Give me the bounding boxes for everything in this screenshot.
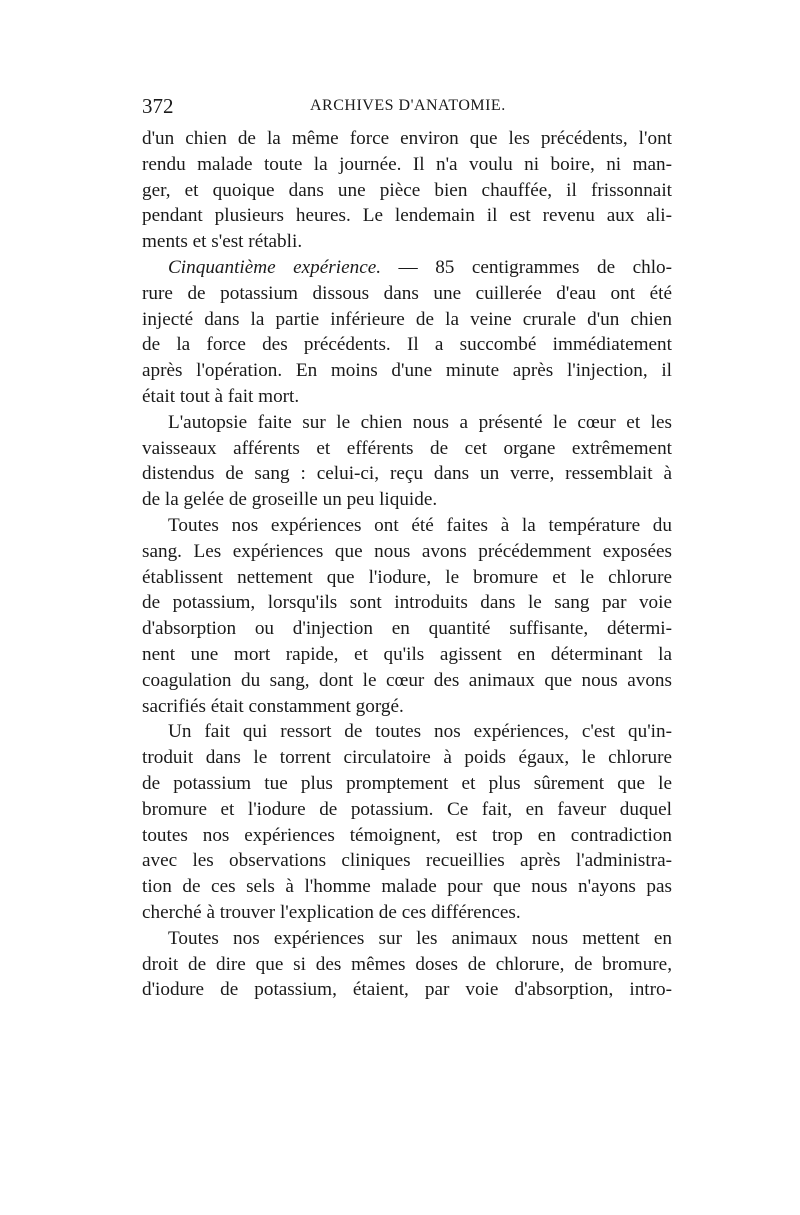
text-line: tion de ces sels à l'homme malade pour que nous n'ayons pas: [142, 876, 672, 898]
text-line: toutes nos expériences témoignent, est trop en contradiction: [142, 824, 672, 846]
text-line: Un fait qui ressort de toutes nos expériences, c'est qu'in-: [168, 721, 672, 743]
text-line: d'iodure de potassium, étaient, par voie d'absorption, intro-: [142, 979, 672, 1001]
text-line: était tout à fait mort.: [142, 385, 300, 407]
text-line: de la force des précédents. Il a succombé immédiatement: [142, 334, 672, 356]
experiment-title: Cinquantième expérience.: [168, 256, 382, 278]
text-line: nent une mort rapide, et qu'ils agissent en déterminant la: [142, 643, 672, 665]
text-line: de la gelée de groseille un peu liquide.: [142, 489, 438, 511]
paragraph-experiment: [142, 255, 672, 410]
paragraph-fact: [142, 719, 672, 925]
paragraph-autopsy: [142, 410, 672, 513]
text-line: ments et s'est rétabli.: [142, 231, 303, 253]
text-line: injecté dans la partie inférieure de la veine crurale d'un chien: [142, 308, 672, 330]
running-title: ARCHIVES D'ANATOMIE.: [310, 97, 506, 114]
text-line: troduit dans le torrent circulatoire à poids égaux, le chlorure: [142, 747, 672, 769]
text-line: Toutes nos expériences ont été faites à la température du: [168, 514, 672, 536]
text-line: établissent nettement que l'iodure, le bromure et le chlorure: [142, 566, 672, 588]
text-line: avec les observations cliniques recueillies après l'administra-: [142, 850, 672, 872]
text-line: après l'opération. En moins d'une minute après l'injection, il: [142, 360, 672, 382]
text-line: sang. Les expériences que nous avons précédemment exposées: [142, 540, 672, 562]
text-line: distendus de sang : celui-ci, reçu dans un verre, ressemblait à: [142, 463, 672, 485]
text-line: rendu malade toute la journée. Il n'a voulu ni boire, ni man-: [142, 153, 672, 175]
text-line: de potassium tue plus promptement et plus sûrement que le: [142, 772, 672, 794]
text-line: coagulation du sang, dont le cœur des animaux que nous avons: [142, 669, 672, 691]
book-page: [142, 94, 672, 1003]
text-line: droit de dire que si des mêmes doses de chlorure, de bromure,: [142, 953, 672, 975]
text-line: Toutes nos expériences sur les animaux nous mettent en: [168, 927, 672, 949]
text-line: cherché à trouver l'explication de ces différences.: [142, 901, 521, 923]
experiment-intro: — 85 centigrammes de chlo-: [381, 256, 673, 278]
body-text: [142, 126, 672, 1003]
text-line: [142, 255, 672, 281]
text-line: ger, et quoique dans une pièce bien chauffée, il frissonnait: [142, 179, 672, 201]
paragraph-continuation: [142, 126, 672, 255]
page-number: 372: [142, 94, 174, 118]
text-line: vaisseaux afférents et efférents de cet organe extrêmement: [142, 437, 672, 459]
text-line: sacrifiés était constamment gorgé.: [142, 695, 404, 717]
paragraph-conclusion: [142, 926, 672, 1003]
text-line: d'absorption ou d'injection en quantité suffisante, détermi-: [142, 618, 672, 640]
paragraph-temperature: [142, 513, 672, 719]
text-line: rure de potassium dissous dans une cuillerée d'eau ont été: [142, 282, 672, 304]
running-head: [142, 94, 672, 126]
text-line: d'un chien de la même force environ que les précédents, l'ont: [142, 128, 672, 149]
text-line: pendant plusieurs heures. Le lendemain il est revenu aux ali-: [142, 205, 672, 227]
text-line: bromure et l'iodure de potassium. Ce fait, en faveur duquel: [142, 798, 672, 820]
text-line: L'autopsie faite sur le chien nous a présenté le cœur et les: [168, 411, 672, 433]
text-line: de potassium, lorsqu'ils sont introduits dans le sang par voie: [142, 592, 672, 614]
